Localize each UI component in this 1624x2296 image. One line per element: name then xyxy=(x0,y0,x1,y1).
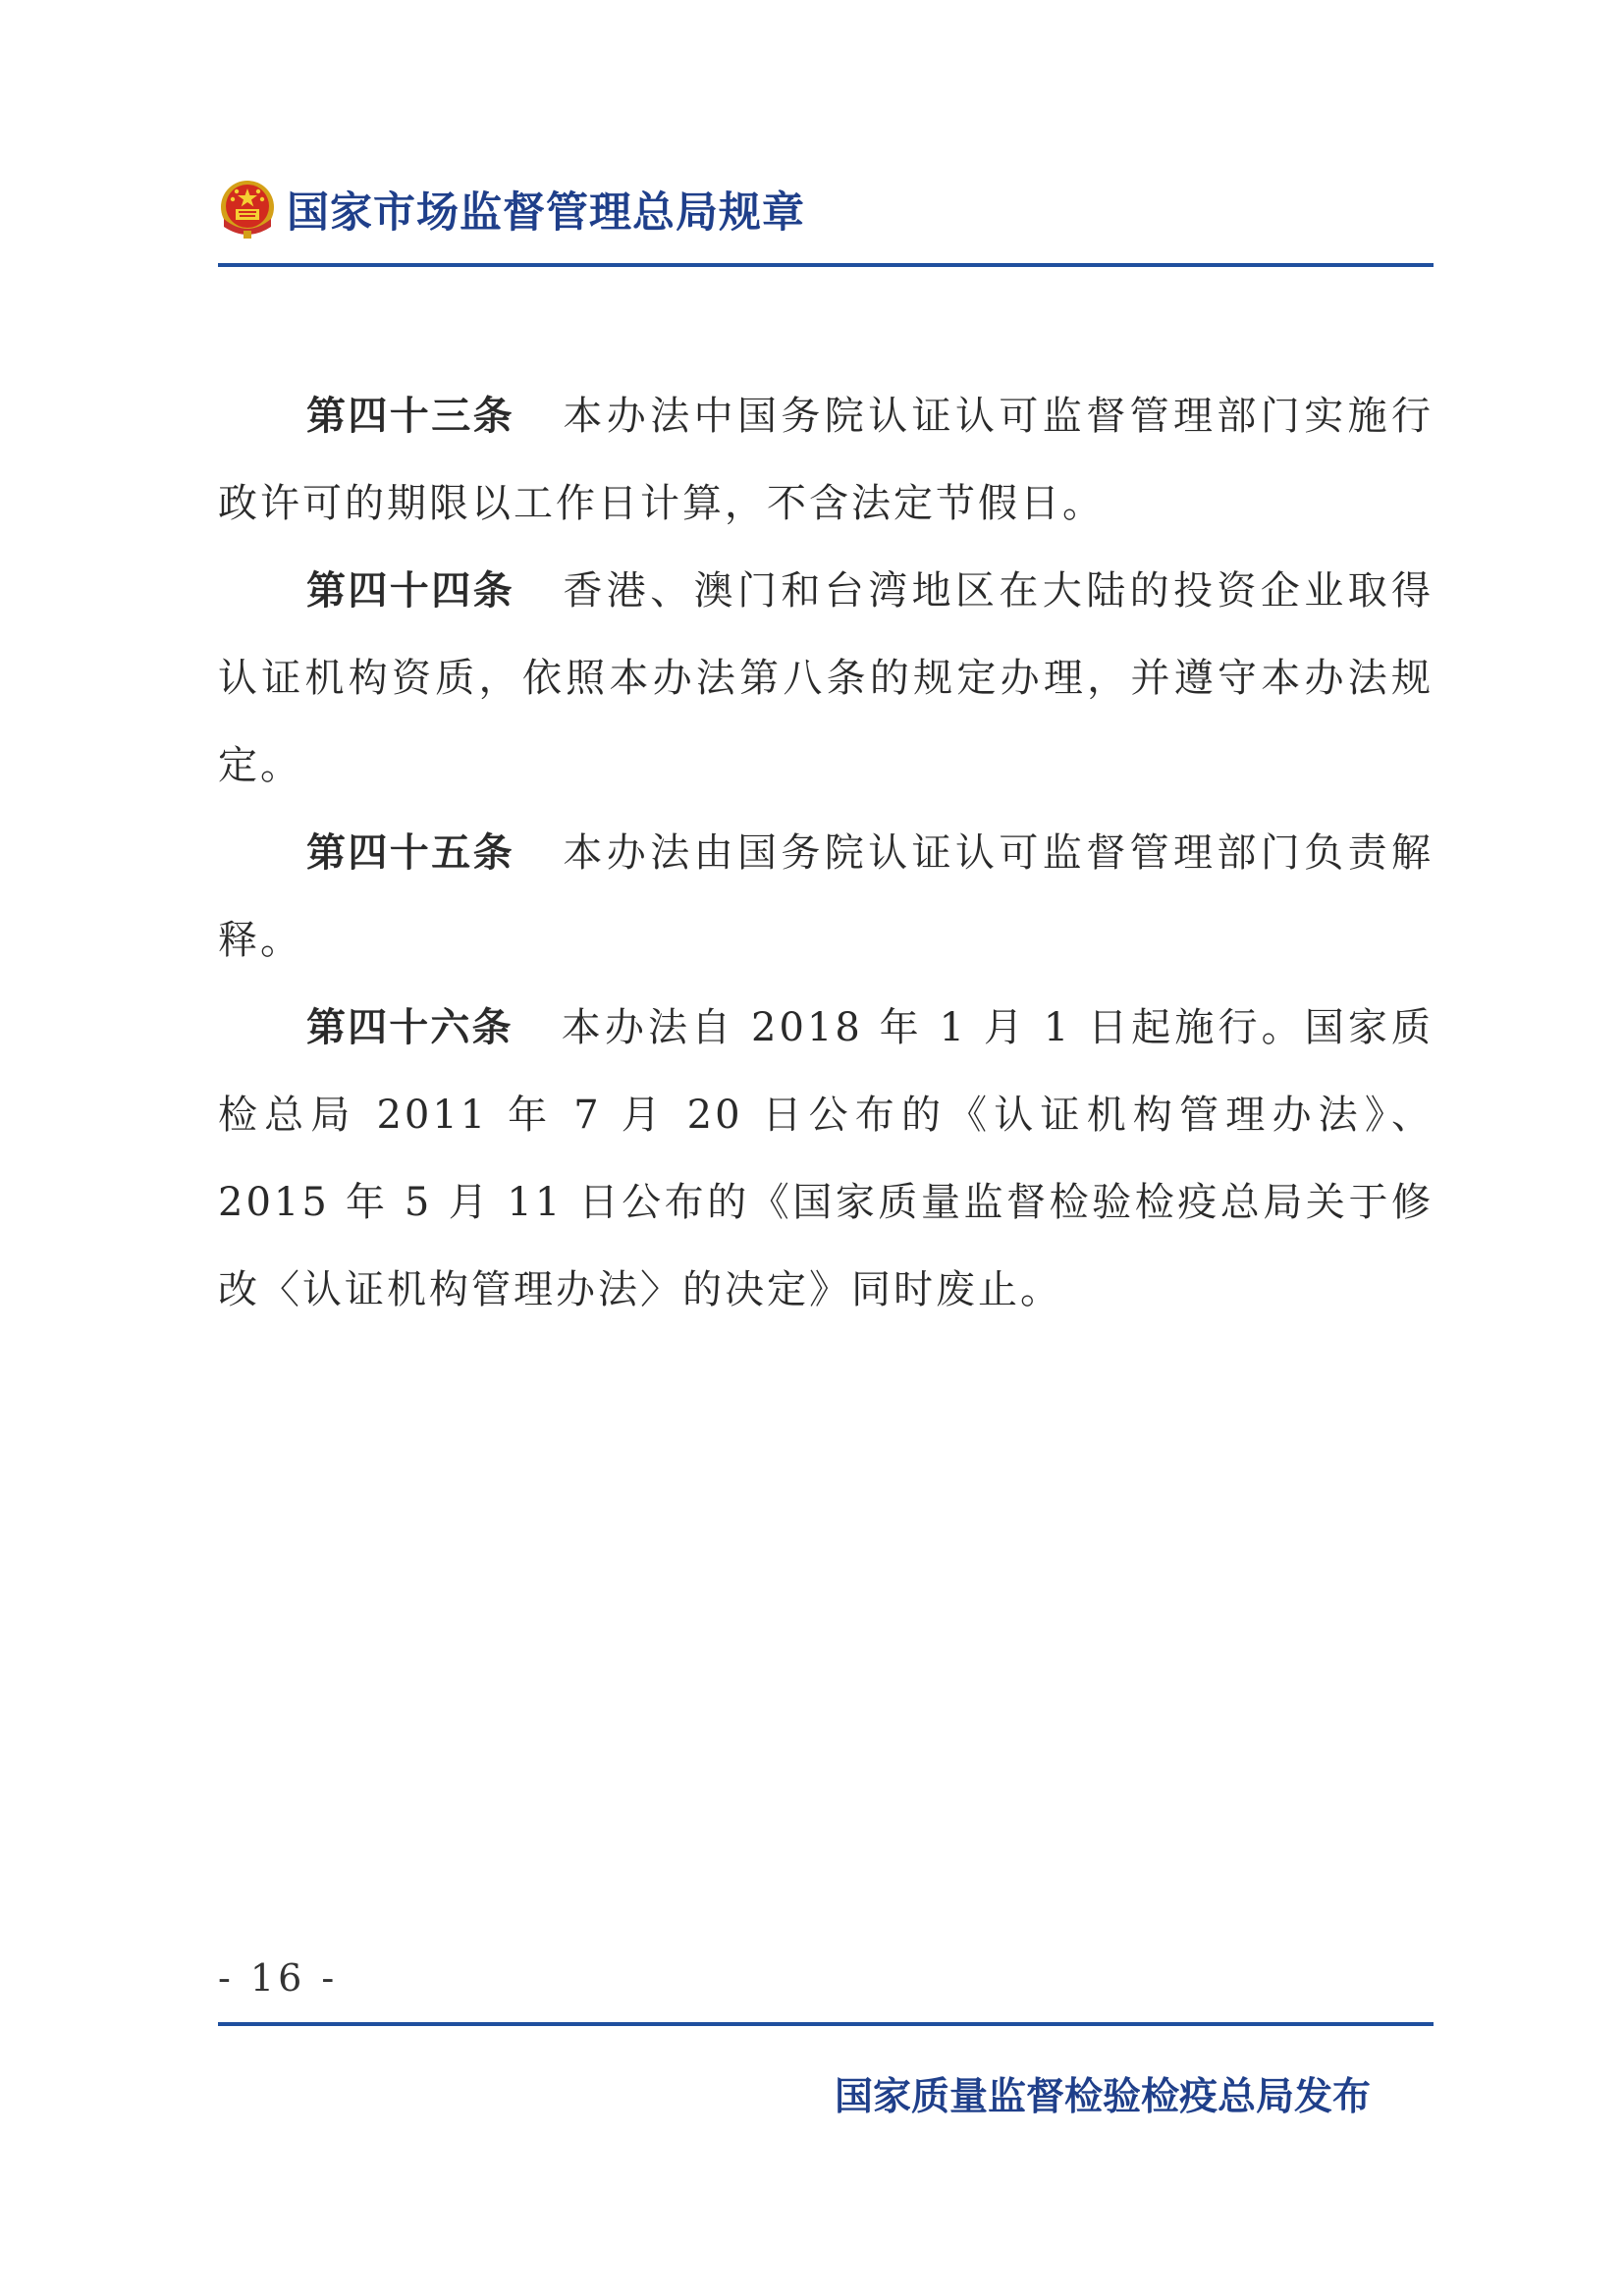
article-number: 第四十三条 xyxy=(306,394,514,439)
article-43 xyxy=(218,373,1434,548)
page-header xyxy=(218,175,805,243)
national-emblem-icon xyxy=(218,178,277,240)
article-45 xyxy=(218,810,1434,985)
article-text: 本办法由国务院认证认可监督管理部门负责解释。 xyxy=(218,830,1434,963)
page-number: - 16 - xyxy=(218,1956,339,2000)
publisher-label: 国家质量监督检验检疫总局发布 xyxy=(834,2075,1371,2119)
footer-divider xyxy=(218,2022,1434,2026)
article-number: 第四十五条 xyxy=(306,830,514,876)
article-text: 本办法自 2018 年 1 月 1 日起施行。国家质检总局 2011 年 7 月 20 日公布的《认证机构管理办法》、2015 年 5 月 11 日公布的《国家质量监督检验检疫总局关于修改〈认证机构管理办法〉的决定》同时废止。 xyxy=(218,1005,1435,1312)
article-text: 本办法中国务院认证认可监督管理部门实施行政许可的期限以工作日计算，不含法定节假日。 xyxy=(218,394,1434,526)
document-body xyxy=(218,373,1434,1334)
article-number: 第四十四条 xyxy=(306,568,514,614)
article-number: 第四十六条 xyxy=(306,1005,514,1050)
article-46 xyxy=(218,985,1434,1334)
header-divider xyxy=(218,263,1434,267)
article-text: 香港、澳门和台湾地区在大陆的投资企业取得认证机构资质，依照本办法第八条的规定办理，并遵守本办法规定。 xyxy=(218,568,1434,788)
article-44 xyxy=(218,548,1434,810)
header-title: 国家市场监督管理总局规章 xyxy=(287,187,805,238)
